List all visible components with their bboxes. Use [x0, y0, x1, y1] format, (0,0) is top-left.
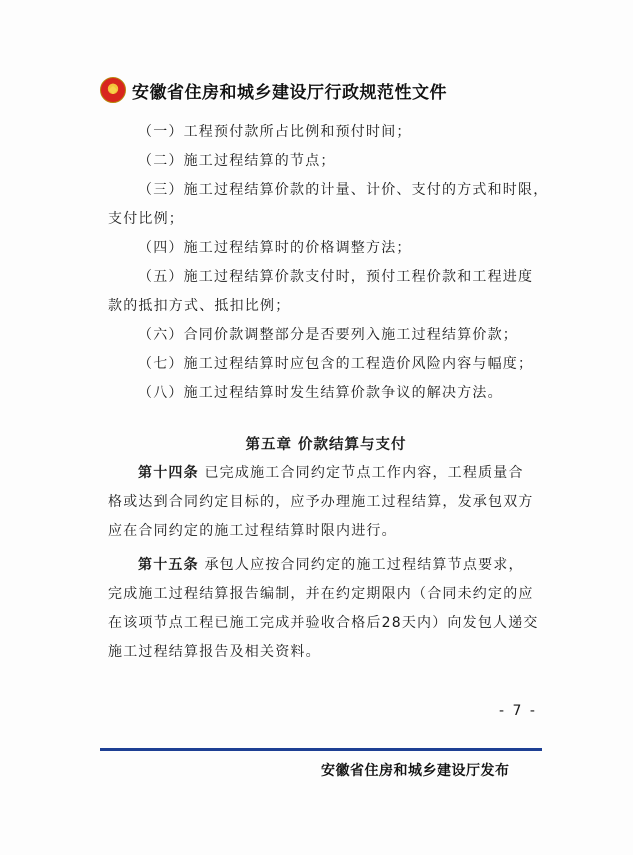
clause-item-2: （二）施工过程结算的节点； — [138, 153, 336, 169]
clause-list — [108, 118, 549, 408]
clause-item-3: （三）施工过程结算价款的计量、计价、支付的方式和时限， — [138, 182, 549, 198]
clause-item-1: （一）工程预付款所占比例和预付时间； — [138, 124, 412, 140]
header-title: 安徽省住房和城乡建设厅行政规范性文件 — [132, 82, 447, 103]
clause-item-5-continued: 款的抵扣方式、抵扣比例； — [108, 298, 291, 314]
article-15-line-1 — [108, 551, 544, 580]
clause-item-3-continued: 支付比例； — [108, 211, 184, 227]
page-number: - 7 - — [499, 703, 537, 719]
chapter-heading: 第五章 价款结算与支付 — [245, 437, 407, 453]
article-15-line-2: 完成施工过程结算报告编制，并在约定期限内（合同未约定的应 — [108, 586, 534, 602]
article-14-line-3: 应在合同约定的施工过程结算时限内进行。 — [108, 523, 397, 539]
national-emblem-icon — [100, 77, 126, 103]
article-14-number: 第十四条 — [138, 465, 199, 481]
article-14-line-1 — [108, 459, 544, 488]
article-14 — [108, 459, 544, 546]
clause-item-4: （四）施工过程结算时的价格调整方法； — [138, 240, 412, 256]
footer-divider — [100, 748, 542, 751]
document-header — [100, 76, 447, 104]
clause-item-8: （八）施工过程结算时发生结算价款争议的解决方法。 — [138, 385, 503, 401]
article-14-text-1: 已完成施工合同约定节点工作内容，工程质量合 — [204, 465, 524, 481]
article-14-line-2: 格或达到合同约定目标的，应予办理施工过程结算，发承包双方 — [108, 494, 534, 510]
footer-publisher: 安徽省住房和城乡建设厅发布 — [321, 763, 510, 779]
article-15-text-1: 承包人应按合同约定的施工过程结算节点要求， — [204, 557, 524, 573]
clause-item-7: （七）施工过程结算时应包含的工程造价风险内容与幅度； — [138, 356, 534, 372]
clause-item-5: （五）施工过程结算价款支付时，预付工程价款和工程进度 — [138, 269, 534, 285]
article-15-line-3: 在该项节点工程已施工完成并验收合格后28天内）向发包人递交 — [108, 615, 539, 631]
clause-item-6: （六）合同价款调整部分是否要列入施工过程结算价款； — [138, 327, 518, 343]
article-15-line-4: 施工过程结算报告及相关资料。 — [108, 644, 321, 660]
article-15-number: 第十五条 — [138, 557, 199, 573]
article-15 — [108, 551, 544, 667]
